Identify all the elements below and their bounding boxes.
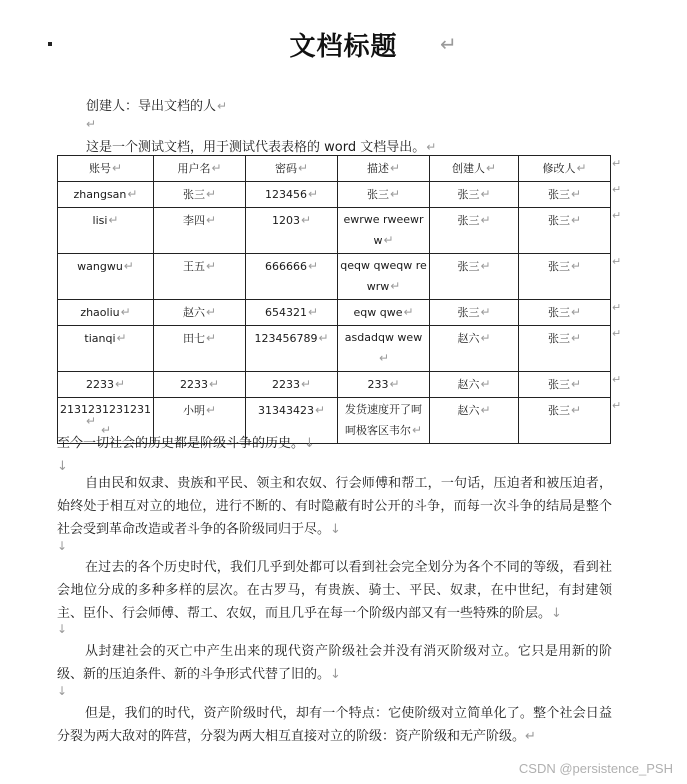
paragraph-4: 但是，我们的时代，资产阶级时代，却有一个特点：它使阶级对立简单化了。整个社会日益分裂为两大敌对的阵营，分裂为两大相互直接对立的阶级：资产阶级和无产阶级。↵: [57, 706, 612, 744]
creator-line: [86, 95, 227, 114]
header-password: 密码↵: [246, 156, 338, 182]
creator-cell: 赵六↵: [430, 398, 519, 444]
row-end-mark: ↵: [612, 209, 622, 222]
description-cell: asdadqw wew↵: [338, 326, 430, 372]
header-modifier: 修改人↵: [519, 156, 611, 182]
password-cell: 666666↵: [246, 254, 338, 300]
modifier-cell: 张三↵: [519, 300, 611, 326]
table-row: [58, 208, 611, 254]
description-cell: qeqw qweqw rewrw↵: [338, 254, 430, 300]
paragraph-1: 自由民和奴隶、贵族和平民、领主和农奴、行会师傅和帮工，一句话，压迫者和被压迫者，始终处于相互对立的地位，进行不断的、有时隐蔽有时公开的斗争，而每一次斗争的结局是整个社会受到革命改造或者斗争的各阶级同归于尽。↓: [57, 476, 612, 537]
account-cell: wangwu↵: [58, 254, 154, 300]
paragraph-mark: ↵: [426, 140, 437, 154]
username-cell: 王五↵: [154, 254, 246, 300]
username-cell: 李四↵: [154, 208, 246, 254]
row-end-mark: ↵: [612, 183, 622, 196]
modifier-cell: 张三↵: [519, 254, 611, 300]
modifier-cell: 张三↵: [519, 398, 611, 444]
description-cell: 233↵: [338, 372, 430, 398]
account-cell: 2131231231231↵: [58, 398, 154, 444]
description-cell: eqw qwe↵: [338, 300, 430, 326]
creator-cell: 赵六↵: [430, 326, 519, 372]
row-end-mark: ↵: [612, 327, 622, 340]
table-header-row: [58, 156, 611, 182]
intro-text: 这是一个测试文档，用于测试代表表格的 word 文档导出。: [86, 140, 426, 155]
table-row: [58, 182, 611, 208]
linebreak-mark: ↓: [57, 622, 68, 636]
password-cell: 2233↵: [246, 372, 338, 398]
creator-cell: 赵六↵: [430, 372, 519, 398]
creator-cell: 张三↵: [430, 300, 519, 326]
modifier-cell: 张三↵: [519, 372, 611, 398]
body-heading: 至今一切社会的历史都是阶级斗争的历史。↓ ↓: [57, 436, 315, 474]
account-cell: zhaoliu↵: [58, 300, 154, 326]
modifier-cell: 张三↵: [519, 208, 611, 254]
username-cell: 小明↵: [154, 398, 246, 444]
header-creator: 创建人↵: [430, 156, 519, 182]
description-cell: 发货速度开了呵呵极客区韦尔↵: [338, 398, 430, 444]
modifier-cell: 张三↵: [519, 326, 611, 372]
paragraph-2: 在过去的各个历史时代，我们几乎到处都可以看到社会完全划分为各个不同的等级，看到社会地位分成的多种多样的层次。在古罗马，有贵族、骑士、平民、奴隶，在中世纪，有封建领主、臣仆、行会师傅、帮工、农奴，而且几乎在每一个阶级内部又有一些特殊的阶层。↓: [57, 560, 612, 621]
username-cell: 赵六↵: [154, 300, 246, 326]
intro-line: [86, 136, 436, 155]
description-cell: 张三↵: [338, 182, 430, 208]
empty-paragraph-mark: ↵: [86, 117, 97, 131]
row-end-mark: ↵: [612, 301, 622, 314]
table-row: [58, 300, 611, 326]
password-cell: 123456↵: [246, 182, 338, 208]
password-cell: 123456789↵: [246, 326, 338, 372]
row-end-mark: ↵: [612, 373, 622, 386]
table-row: [58, 326, 611, 372]
table-row: [58, 254, 611, 300]
creator-cell: 张三↵: [430, 208, 519, 254]
username-cell: 张三↵: [154, 182, 246, 208]
table-row: [58, 372, 611, 398]
modifier-cell: 张三↵: [519, 182, 611, 208]
password-cell: 31343423↵: [246, 398, 338, 444]
linebreak-mark: ↓: [57, 684, 68, 698]
creator-text: 创建人：导出文档的人: [86, 99, 217, 114]
user-table: [57, 155, 611, 444]
account-cell: 2233↵: [58, 372, 154, 398]
account-cell: zhangsan↵: [58, 182, 154, 208]
creator-cell: 张三↵: [430, 182, 519, 208]
password-cell: 1203↵: [246, 208, 338, 254]
row-end-mark: ↵: [612, 399, 622, 412]
username-cell: 田七↵: [154, 326, 246, 372]
paragraph-mark: ↵: [217, 99, 228, 113]
title-paragraph-mark: ↵: [440, 32, 457, 56]
document-title: 文档标题: [289, 32, 398, 62]
password-cell: 654321↵: [246, 300, 338, 326]
paragraph-3: 从封建社会的灭亡中产生出来的现代资产阶级社会并没有消灭阶级对立。它只是用新的阶级、新的压迫条件、新的斗争形式代替了旧的。↓: [57, 644, 612, 682]
username-cell: 2233↵: [154, 372, 246, 398]
row-end-mark: ↵: [612, 157, 622, 170]
creator-cell: 张三↵: [430, 254, 519, 300]
header-description: 描述↵: [338, 156, 430, 182]
header-account: 账号↵: [58, 156, 154, 182]
linebreak-mark: ↓: [57, 539, 68, 553]
account-cell: lisi↵: [58, 208, 154, 254]
empty-paragraph-mark: ↵: [86, 414, 97, 428]
account-cell: tianqi↵: [58, 326, 154, 372]
watermark: CSDN @persistence_PSH: [518, 761, 673, 776]
row-end-mark: ↵: [612, 255, 622, 268]
header-username: 用户名↵: [154, 156, 246, 182]
description-cell: ewrwe rweewrw↵: [338, 208, 430, 254]
